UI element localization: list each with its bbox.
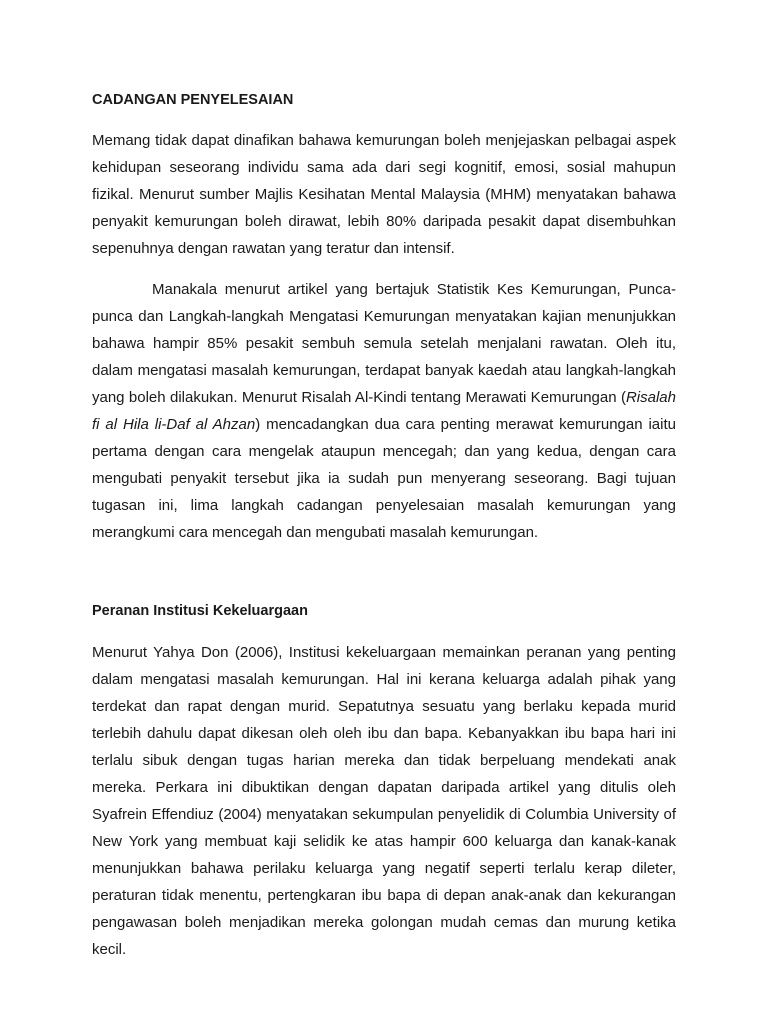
paragraph-statistics-text-1: Manakala menurut artikel yang bertajuk Statistik Kes Kemurungan, Punca-punca dan Langkah-langkah Mengatasi Kemurungan menyatakan kajian menunjukkan bahawa hampir 85% pesakit sembuh semula setelah menjalani rawatan. Oleh itu, dalam mengatasi masalah kemurungan, terdapat banyak kaedah atau langkah-langkah yang boleh dilakukan. Menurut Risalah Al-Kindi tentang Merawati Kemurungan ( [92,281,676,406]
paragraph-statistics-text-2: ) mencadangkan dua cara penting merawat kemurungan iaitu pertama dengan cara mengelak ataupun mencegah; dan yang kedua, dengan cara mengubati penyakit tersebut jika ia sudah pun menyerang seseorang. Bagi tujuan tugasan ini, lima langkah cadangan penyelesaian masalah kemurungan yang merangkumi cara mencegah dan mengubati masalah kemurungan. [92,416,676,541]
section-heading-peranan: Peranan Institusi Kekeluargaan [92,603,308,619]
risalah-title-italic: Risalah fi al Hila li-Daf al Ahzan [92,389,676,433]
paragraph-statistics [92,276,676,546]
paragraph-intro: Memang tidak dapat dinafikan bahawa kemurungan boleh menjejaskan pelbagai aspek kehidupan seseorang individu sama ada dari segi kognitif, emosi, sosial mahupun fizikal. Menurut sumber Majlis Kesihatan Mental Malaysia (MHM) menyatakan bahawa penyakit kemurungan boleh dirawat, lebih 80% daripada pesakit dapat disembuhkan sepenuhnya dengan rawatan yang teratur dan intensif. [92,132,676,257]
paragraph-family-role: Menurut Yahya Don (2006), Institusi kekeluargaan memainkan peranan yang penting dalam mengatasi masalah kemurungan. Hal ini kerana keluarga adalah pihak yang terdekat dan rapat dengan murid. Sepatutnya sesuatu yang berlaku kepada murid terlebih dahulu dapat dikesan oleh oleh ibu dan bapa. Kebanyakkan ibu bapa hari ini terlalu sibuk dengan tugas harian mereka dan tidak berpeluang mendekati anak mereka. Perkara ini dibuktikan dengan dapatan daripada artikel yang ditulis oleh Syafrein Effendiuz (2004) menyatakan sekumpulan penyelidik di Columbia University of New York yang membuat kaji selidik ke atas hampir 600 keluarga dan kanak-kanak menunjukkan bahawa perilaku keluarga yang negatif seperti terlalu kerap dileter, peraturan tidak menentu, pertengkaran ibu bapa di depan anak-anak dan kekurangan pengawasan boleh menjadikan mereka golongan mudah cemas dan murung ketika kecil. [92,644,676,958]
section-heading-cadangan: CADANGAN PENYELESAIAN [92,92,294,108]
